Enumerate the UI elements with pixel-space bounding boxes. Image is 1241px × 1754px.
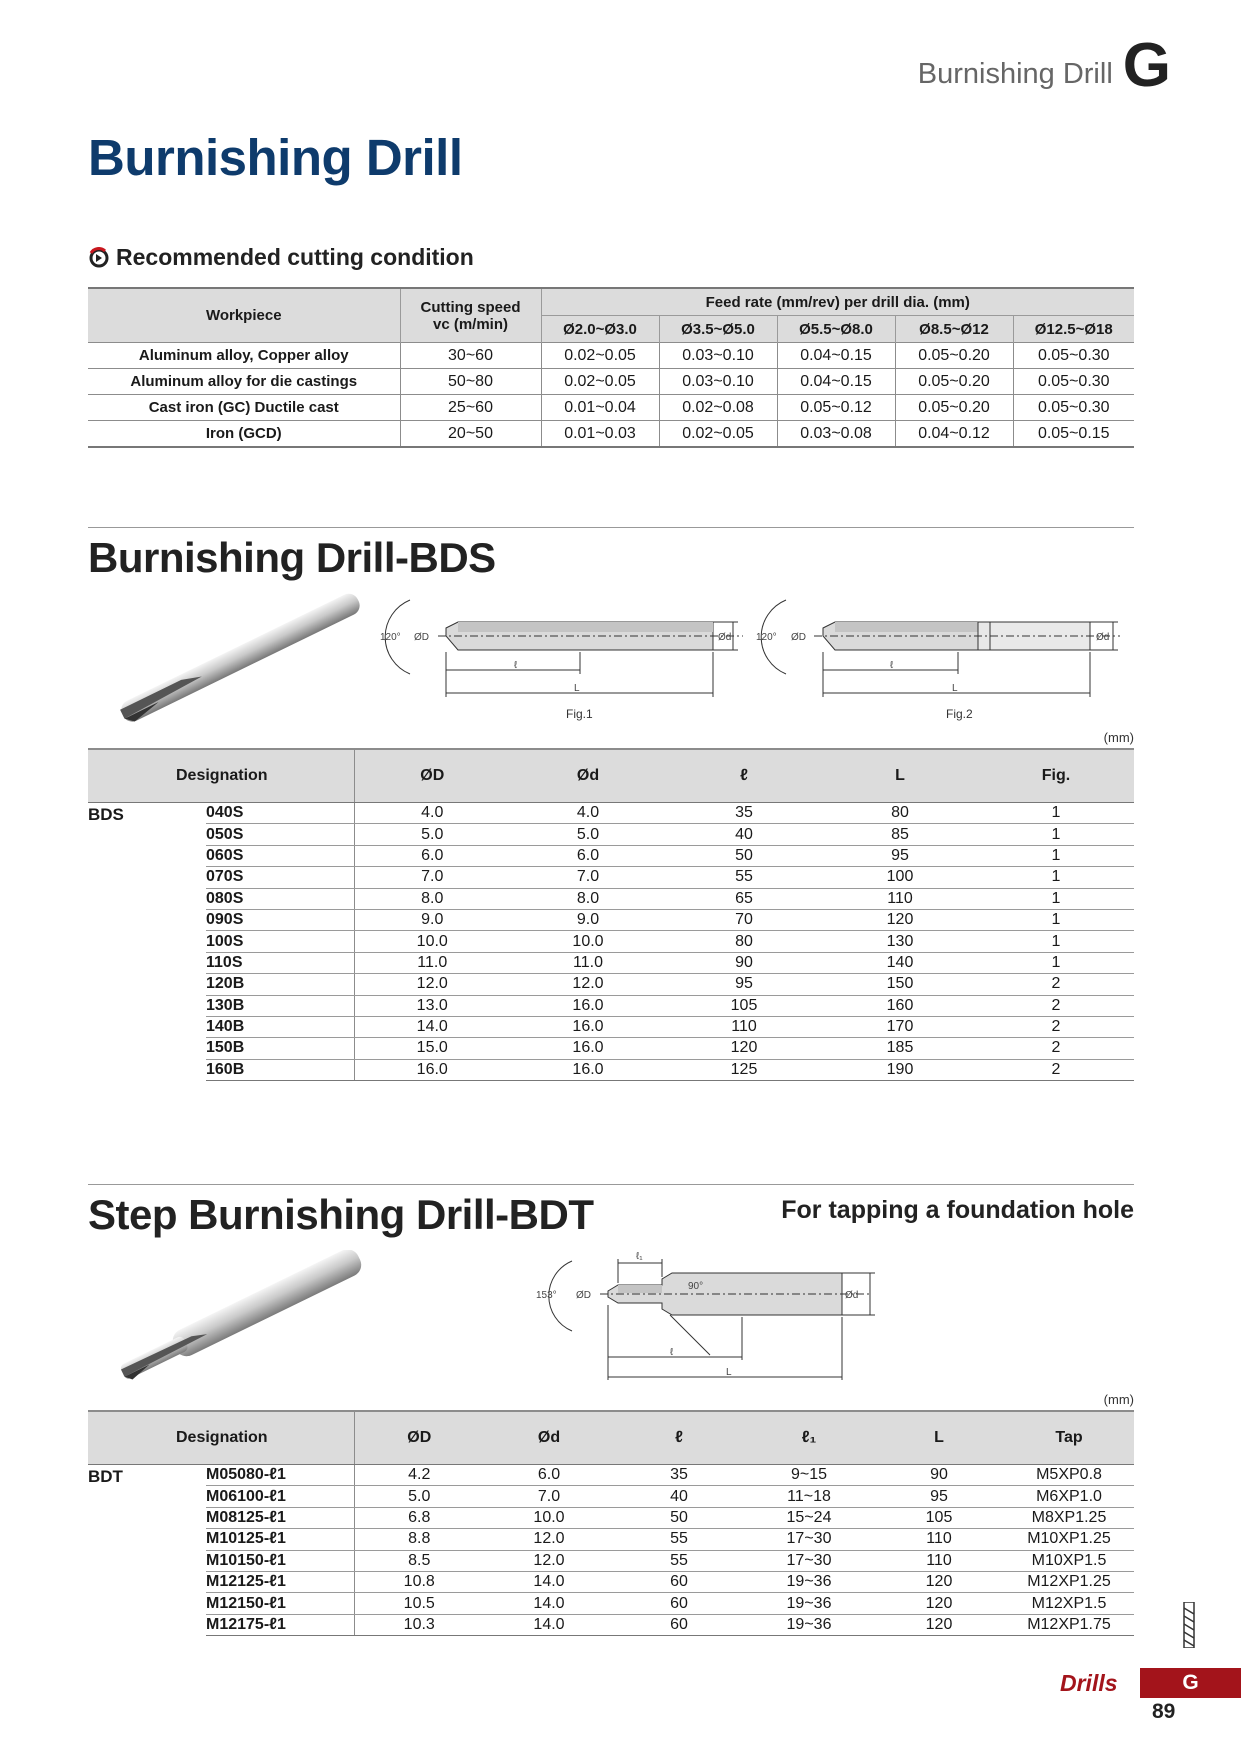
L-cell: 185 (822, 1038, 978, 1059)
table-row (88, 369, 1134, 395)
bdt-technical-drawing (530, 1245, 890, 1385)
od-cell: 8.8 (354, 1529, 484, 1550)
table-row (88, 1465, 1134, 1486)
od-cell: 13.0 (354, 995, 510, 1016)
table-row (88, 421, 1134, 448)
designation-cell: M10150-ℓ1 (206, 1550, 354, 1571)
header-workpiece: Workpiece (88, 288, 400, 343)
fig1-od-label: ØD (414, 632, 429, 643)
sd-cell: 14.0 (484, 1571, 614, 1592)
L-cell: 160 (822, 995, 978, 1016)
section-header (917, 31, 1171, 100)
ell-cell: 50 (614, 1507, 744, 1528)
fig1-drawing (385, 600, 743, 697)
tap-cell: M12XP1.25 (1004, 1571, 1134, 1592)
feed-cell: 0.05~0.30 (1013, 343, 1134, 369)
od-cell: 15.0 (354, 1038, 510, 1059)
feed-cell: 0.05~0.15 (1013, 421, 1134, 448)
sd-cell: 16.0 (510, 995, 666, 1016)
section-divider (88, 527, 1134, 528)
bds-technical-drawings (368, 592, 1128, 722)
ell-cell: 105 (666, 995, 822, 1016)
ell-cell: 120 (666, 1038, 822, 1059)
table-row (88, 845, 1134, 866)
L-cell: 120 (822, 909, 978, 930)
table-row (88, 343, 1134, 369)
sd-cell: 14.0 (484, 1593, 614, 1614)
feed-cell: 0.05~0.20 (895, 343, 1013, 369)
feed-cell: 0.05~0.12 (777, 395, 895, 421)
bdt-od-label: ØD (576, 1290, 591, 1301)
fig-cell: 2 (978, 995, 1134, 1016)
ell-cell: 40 (614, 1486, 744, 1507)
recommended-heading (88, 244, 474, 271)
feed-cell: 0.03~0.10 (659, 369, 777, 395)
designation-cell: M12150-ℓ1 (206, 1593, 354, 1614)
fig-cell: 1 (978, 824, 1134, 845)
sd-cell: 5.0 (510, 824, 666, 845)
designation-cell: M10125-ℓ1 (206, 1529, 354, 1550)
header-dia: Ø5.5~Ø8.0 (777, 316, 895, 343)
table-row (88, 995, 1134, 1016)
fig1-sd-label: Ød (718, 632, 732, 643)
fig2-L-label: L (952, 683, 958, 694)
od-cell: 10.3 (354, 1614, 484, 1635)
sd-cell: 12.0 (510, 974, 666, 995)
speed-cell: 30~60 (400, 343, 541, 369)
ell1-cell: 19~36 (744, 1571, 874, 1592)
L-cell: 140 (822, 952, 978, 973)
header-dia: Ø3.5~Ø5.0 (659, 316, 777, 343)
workpiece-cell: Aluminum alloy for die castings (88, 369, 400, 395)
header-fig: Fig. (978, 749, 1134, 803)
ell-cell: 70 (666, 909, 822, 930)
table-row (88, 1016, 1134, 1037)
bdt-unit-note: (mm) (1103, 1392, 1134, 1407)
sd-cell: 4.0 (510, 803, 666, 824)
bds-title: Burnishing Drill-BDS (88, 534, 496, 581)
cutting-condition-table (88, 287, 1134, 448)
sd-cell: 8.0 (510, 888, 666, 909)
bds-group-label: BDS (88, 805, 124, 824)
sd-cell: 11.0 (510, 952, 666, 973)
fig-cell: 1 (978, 845, 1134, 866)
ell1-cell: 9~15 (744, 1465, 874, 1486)
od-cell: 12.0 (354, 974, 510, 995)
designation-cell: 040S (206, 803, 354, 824)
designation-cell: 160B (206, 1059, 354, 1080)
footer-section-tab: G (1140, 1668, 1241, 1698)
feed-cell: 0.02~0.05 (541, 343, 659, 369)
designation-cell: M05080-ℓ1 (206, 1465, 354, 1486)
page-number: 89 (1152, 1700, 1176, 1723)
ell-cell: 95 (666, 974, 822, 995)
designation-cell: 130B (206, 995, 354, 1016)
table-row (88, 931, 1134, 952)
od-cell: 9.0 (354, 909, 510, 930)
fig2-angle-label: 120° (756, 632, 777, 643)
feed-cell: 0.05~0.30 (1013, 369, 1134, 395)
L-cell: 110 (874, 1550, 1004, 1571)
L-cell: 120 (874, 1571, 1004, 1592)
tap-cell: M12XP1.75 (1004, 1614, 1134, 1635)
ell1-cell: 19~36 (744, 1593, 874, 1614)
od-cell: 6.0 (354, 845, 510, 866)
footer-category: Drills (1060, 1670, 1118, 1696)
header-od: ØD (354, 749, 510, 803)
L-cell: 80 (822, 803, 978, 824)
ell-cell: 80 (666, 931, 822, 952)
sd-cell: 10.0 (484, 1507, 614, 1528)
feed-cell: 0.02~0.05 (659, 421, 777, 448)
table-row (88, 1593, 1134, 1614)
speed-cell: 50~80 (400, 369, 541, 395)
header-L: L (874, 1411, 1004, 1465)
ell-cell: 50 (666, 845, 822, 866)
table-row (88, 1486, 1134, 1507)
designation-cell: 150B (206, 1038, 354, 1059)
sd-cell: 14.0 (484, 1614, 614, 1635)
L-cell: 85 (822, 824, 978, 845)
header-od: ØD (354, 1411, 484, 1465)
designation-cell: M08125-ℓ1 (206, 1507, 354, 1528)
fig1-ell-label: ℓ (514, 660, 518, 671)
fig-cell: 1 (978, 931, 1134, 952)
od-cell: 10.5 (354, 1593, 484, 1614)
od-cell: 4.2 (354, 1465, 484, 1486)
feed-cell: 0.02~0.08 (659, 395, 777, 421)
ell1-cell: 17~30 (744, 1550, 874, 1571)
bds-drill-photo (108, 592, 373, 727)
table-row (88, 395, 1134, 421)
designation-cell: M06100-ℓ1 (206, 1486, 354, 1507)
ell-cell: 60 (614, 1614, 744, 1635)
fig-cell: 1 (978, 952, 1134, 973)
header-ell: ℓ (666, 749, 822, 803)
header-sd: Ød (510, 749, 666, 803)
sd-cell: 10.0 (510, 931, 666, 952)
section-letter: G (1122, 31, 1171, 100)
fig2-drawing (761, 600, 1120, 697)
header-speed-line2: vc (m/min) (432, 315, 508, 333)
L-cell: 130 (822, 931, 978, 952)
recommended-title: Recommended cutting condition (116, 244, 474, 270)
workpiece-cell: Cast iron (GC) Ductile cast (88, 395, 400, 421)
ell-cell: 60 (614, 1593, 744, 1614)
drill-bit-icon (1174, 1602, 1204, 1648)
sd-cell: 12.0 (484, 1550, 614, 1571)
feed-cell: 0.05~0.20 (895, 395, 1013, 421)
od-cell: 6.8 (354, 1507, 484, 1528)
header-L: L (822, 749, 978, 803)
fig-cell: 1 (978, 888, 1134, 909)
table-row (88, 1550, 1134, 1571)
section-name: Burnishing Drill (917, 57, 1113, 90)
ell-cell: 55 (666, 867, 822, 888)
header-speed-line1: Cutting speed (420, 298, 521, 316)
L-cell: 150 (822, 974, 978, 995)
L-cell: 110 (822, 888, 978, 909)
table-row (88, 867, 1134, 888)
ell-cell: 55 (614, 1529, 744, 1550)
designation-cell: M12175-ℓ1 (206, 1614, 354, 1635)
designation-cell: 070S (206, 867, 354, 888)
feed-cell: 0.05~0.20 (895, 369, 1013, 395)
designation-cell: 120B (206, 974, 354, 995)
table-row (88, 1529, 1134, 1550)
fig-cell: 2 (978, 974, 1134, 995)
fig1-caption: Fig.1 (566, 707, 593, 721)
speed-cell: 25~60 (400, 395, 541, 421)
bdt-subtitle: For tapping a foundation hole (781, 1196, 1134, 1224)
page-title: Burnishing Drill (88, 129, 463, 186)
L-cell: 120 (874, 1593, 1004, 1614)
speed-cell: 20~50 (400, 421, 541, 448)
L-cell: 190 (822, 1059, 978, 1080)
fig2-sd-label: Ød (1096, 632, 1110, 643)
bdt-ell1-label: ℓ₁ (636, 1251, 643, 1262)
ell1-cell: 15~24 (744, 1507, 874, 1528)
ell-cell: 40 (666, 824, 822, 845)
ell-cell: 60 (614, 1571, 744, 1592)
header-ell1: ℓ₁ (744, 1411, 874, 1465)
tap-cell: M6XP1.0 (1004, 1486, 1134, 1507)
feed-cell: 0.03~0.08 (777, 421, 895, 448)
table-row (88, 1059, 1134, 1080)
table-row (88, 1614, 1134, 1635)
L-cell: 120 (874, 1614, 1004, 1635)
feed-cell: 0.03~0.10 (659, 343, 777, 369)
sd-cell: 12.0 (484, 1529, 614, 1550)
bdt-L-label: L (726, 1367, 732, 1378)
table-row (88, 803, 1134, 824)
designation-cell: 080S (206, 888, 354, 909)
bdt-group-label: BDT (88, 1467, 123, 1486)
feed-cell: 0.05~0.30 (1013, 395, 1134, 421)
header-sd: Ød (484, 1411, 614, 1465)
fig1-angle-label: 120° (380, 632, 401, 643)
ell1-cell: 19~36 (744, 1614, 874, 1635)
sd-cell: 16.0 (510, 1059, 666, 1080)
feed-cell: 0.04~0.15 (777, 343, 895, 369)
table-row (88, 909, 1134, 930)
bdt-angle2-label: 90° (688, 1281, 704, 1292)
fig-cell: 2 (978, 1038, 1134, 1059)
od-cell: 10.8 (354, 1571, 484, 1592)
ell-cell: 90 (666, 952, 822, 973)
fig-cell: 2 (978, 1016, 1134, 1037)
feed-cell: 0.01~0.04 (541, 395, 659, 421)
L-cell: 110 (874, 1529, 1004, 1550)
od-cell: 10.0 (354, 931, 510, 952)
designation-cell: 050S (206, 824, 354, 845)
od-cell: 8.0 (354, 888, 510, 909)
od-cell: 11.0 (354, 952, 510, 973)
header-dia: Ø8.5~Ø12 (895, 316, 1013, 343)
ell-cell: 110 (666, 1016, 822, 1037)
circle-arrow-icon (88, 247, 110, 269)
table-row (88, 952, 1134, 973)
feed-cell: 0.04~0.15 (777, 369, 895, 395)
header-designation: Designation (88, 1411, 354, 1465)
sd-cell: 7.0 (510, 867, 666, 888)
fig-cell: 1 (978, 867, 1134, 888)
sd-cell: 16.0 (510, 1038, 666, 1059)
ell-cell: 35 (614, 1465, 744, 1486)
header-designation: Designation (88, 749, 354, 803)
sd-cell: 9.0 (510, 909, 666, 930)
table-row (88, 1571, 1134, 1592)
L-cell: 100 (822, 867, 978, 888)
L-cell: 90 (874, 1465, 1004, 1486)
bds-spec-table (88, 748, 1134, 1081)
fig2-ell-label: ℓ (890, 660, 894, 671)
od-cell: 7.0 (354, 867, 510, 888)
L-cell: 170 (822, 1016, 978, 1037)
od-cell: 8.5 (354, 1550, 484, 1571)
L-cell: 95 (822, 845, 978, 866)
workpiece-cell: Aluminum alloy, Copper alloy (88, 343, 400, 369)
feed-cell: 0.01~0.03 (541, 421, 659, 448)
fig-cell: 1 (978, 909, 1134, 930)
sd-cell: 6.0 (510, 845, 666, 866)
sd-cell: 7.0 (484, 1486, 614, 1507)
table-row (88, 888, 1134, 909)
designation-cell: 090S (206, 909, 354, 930)
fig-cell: 2 (978, 1059, 1134, 1080)
feed-cell: 0.02~0.05 (541, 369, 659, 395)
workpiece-cell: Iron (GCD) (88, 421, 400, 448)
header-tap: Tap (1004, 1411, 1134, 1465)
bdt-drill-photo (108, 1250, 373, 1385)
ell-cell: 125 (666, 1059, 822, 1080)
designation-cell: 110S (206, 952, 354, 973)
fig2-od-label: ØD (791, 632, 806, 643)
fig-cell: 1 (978, 803, 1134, 824)
section-divider (88, 1184, 1134, 1185)
od-cell: 16.0 (354, 1059, 510, 1080)
sd-cell: 6.0 (484, 1465, 614, 1486)
od-cell: 4.0 (354, 803, 510, 824)
feed-cell: 0.04~0.12 (895, 421, 1013, 448)
table-row (88, 1038, 1134, 1059)
table-row (88, 974, 1134, 995)
ell1-cell: 17~30 (744, 1529, 874, 1550)
header-feed-rate: Feed rate (mm/rev) per drill dia. (mm) (541, 288, 1134, 316)
bdt-sd-label: Ød (845, 1290, 859, 1301)
bds-unit-note: (mm) (1103, 730, 1134, 745)
tap-cell: M10XP1.25 (1004, 1529, 1134, 1550)
ell-cell: 35 (666, 803, 822, 824)
designation-cell: 140B (206, 1016, 354, 1037)
header-cutting-speed (400, 288, 541, 343)
fig1-L-label: L (574, 683, 580, 694)
tap-cell: M12XP1.5 (1004, 1593, 1134, 1614)
L-cell: 105 (874, 1507, 1004, 1528)
header-dia: Ø12.5~Ø18 (1013, 316, 1134, 343)
designation-cell: M12125-ℓ1 (206, 1571, 354, 1592)
header-ell: ℓ (614, 1411, 744, 1465)
od-cell: 5.0 (354, 824, 510, 845)
fig2-caption: Fig.2 (946, 707, 973, 721)
header-dia: Ø2.0~Ø3.0 (541, 316, 659, 343)
L-cell: 95 (874, 1486, 1004, 1507)
bdt-angle-label: 153° (536, 1290, 557, 1301)
designation-cell: 100S (206, 931, 354, 952)
bdt-title: Step Burnishing Drill-BDT (88, 1191, 594, 1238)
tap-cell: M10XP1.5 (1004, 1550, 1134, 1571)
ell-cell: 65 (666, 888, 822, 909)
od-cell: 5.0 (354, 1486, 484, 1507)
ell-cell: 55 (614, 1550, 744, 1571)
sd-cell: 16.0 (510, 1016, 666, 1037)
tap-cell: M8XP1.25 (1004, 1507, 1134, 1528)
bdt-spec-table (88, 1410, 1134, 1636)
bdt-ell-label: ℓ (670, 1347, 674, 1358)
designation-cell: 060S (206, 845, 354, 866)
tap-cell: M5XP0.8 (1004, 1465, 1134, 1486)
table-row (88, 824, 1134, 845)
table-row (88, 1507, 1134, 1528)
od-cell: 14.0 (354, 1016, 510, 1037)
ell1-cell: 11~18 (744, 1486, 874, 1507)
